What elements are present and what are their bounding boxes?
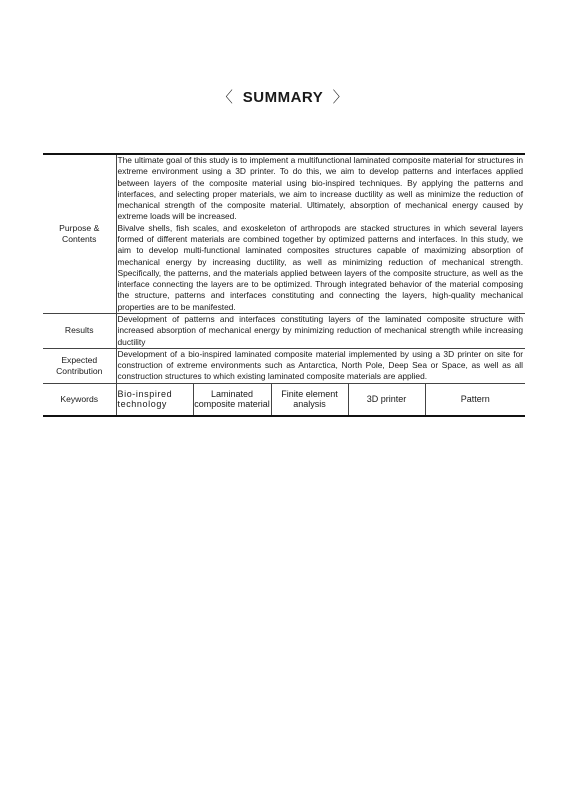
summary-table — [43, 153, 525, 417]
row-content-purpose — [116, 154, 525, 313]
purpose-paragraph-1: The ultimate goal of this study is to implement a multifunctional laminated composite material for structures in extreme environment using a 3D printer. To do this, we aim to develop patterns and interfaces applied between layers of the composite material using bio-inspired techniques. By applying the patterns and interfaces, and selecting proper materials, we aim to increase ductility as well as minimize the reduction of mechanical strength of the composite material. Ultimately, absorption of mechanical energy caused by extreme loads will be increased. — [117, 155, 524, 222]
row-label-results: Results — [43, 313, 116, 348]
purpose-paragraph-2: Bivalve shells, fish scales, and exoskeleton of arthropods are stacked structures in which several layers formed of different materials are combined together by optimized patterns and interfaces. In this study, we aim to develop multi-functional laminated composites structures capable of maximizing absorption of mechanical energy by increasing ductility, as well as minimizing reduction of mechanical strength. Specifically, the patterns, and the materials applied between layers of the composite structure, as well as the interface connecting the layers are to be optimized. Through integrated behavior of the material composing the structure, patterns and interfaces constituting and connecting the layers, high-quality mechanical properties are to be manifested. — [117, 222, 524, 312]
page-title — [0, 86, 566, 107]
keyword-2: Laminated composite material — [193, 383, 271, 416]
row-keywords — [43, 383, 525, 416]
row-label-keywords: Keywords — [43, 383, 116, 416]
row-purpose — [43, 154, 525, 313]
title-bracket-close: 〉 — [332, 89, 349, 106]
keyword-5: Pattern — [425, 383, 525, 416]
keyword-3: Finite element analysis — [271, 383, 348, 416]
results-paragraph: Development of patterns and interfaces constituting layers of the laminated composite structure with increased absorption of mechanical energy by minimizing reduction of mechanical strength while increasing ductility — [117, 313, 524, 347]
title-bracket-open: 〈 — [217, 89, 234, 106]
row-label-purpose: Purpose & Contents — [43, 154, 116, 313]
row-label-expected: Expected Contribution — [43, 348, 116, 383]
row-content-expected — [116, 348, 525, 383]
keyword-4: 3D printer — [348, 383, 425, 416]
row-results — [43, 313, 525, 348]
row-expected — [43, 348, 525, 383]
row-content-results — [116, 313, 525, 348]
keyword-1: Bio-inspired technology — [116, 383, 193, 416]
title-text: SUMMARY — [242, 89, 324, 106]
expected-paragraph: Development of a bio-inspired laminated composite material implemented by using a 3D printer on site for construction of extreme environments such as Antarctica, North Pole, Deep Sea or Space, as well as all construction structures to which existing laminated composite materials are applied. — [117, 348, 524, 382]
